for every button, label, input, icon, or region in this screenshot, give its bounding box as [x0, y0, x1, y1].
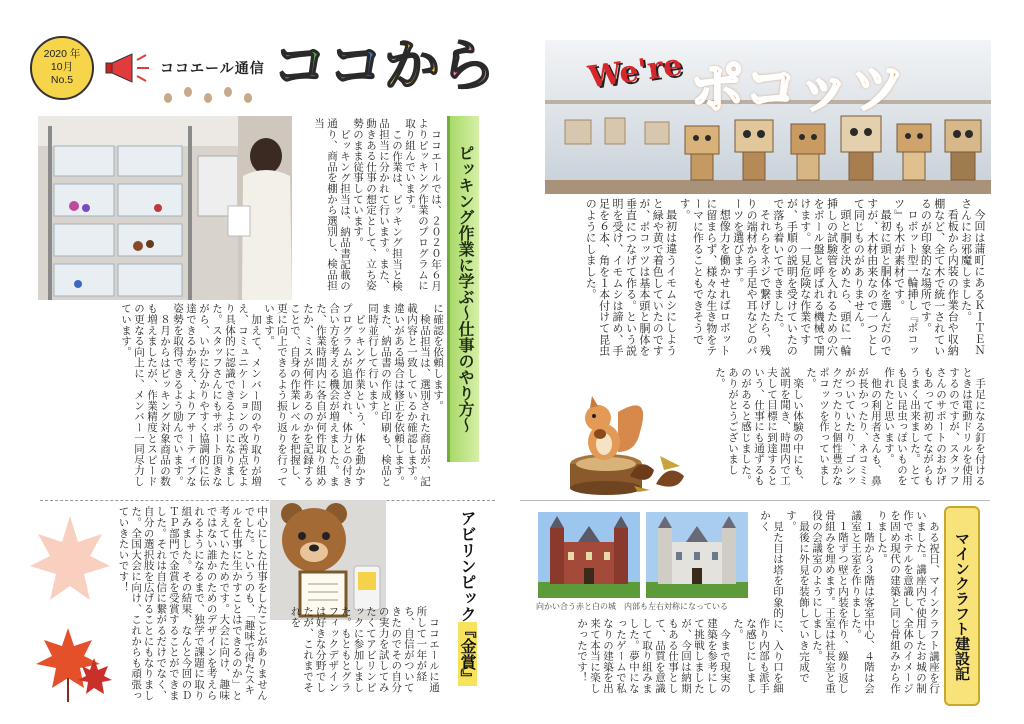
newsletter-name: ココエール通信: [160, 61, 265, 77]
picking-text-upper: [292, 118, 442, 300]
paragraph: 看板から内装の作業台や収納棚など、全て木で統一されているのが印象的な場所です。: [919, 198, 960, 357]
minecraft-white-castle-screenshot: [646, 512, 748, 598]
paragraph: １階ずつ壁と内装を作り、繰り返し骨組みを埋めます。王室は社長室と重役の会議室のようにしました。: [811, 510, 849, 694]
paragraph: 想像力を働かせればロボットに留まらず、様々な生き物をテーマに作ることもできそうです。: [678, 198, 732, 357]
paragraph: ロボット型一輪挿し『ポコッツ』も木が素材です。: [892, 198, 919, 356]
issue-number: No.5: [50, 74, 74, 86]
abilympics-heading-award: 『金賞』: [458, 622, 477, 686]
paragraph: ８月からはピッキング対象商品の数も増えましたが、作業精度とスピードの更なる向上に、メンバー一同尽力しています。: [120, 303, 171, 487]
pokotts-title-ja: ポコッツ: [690, 57, 905, 120]
award-photo: [270, 500, 386, 620]
paragraph: 作り内部も派手な感じにしました。: [732, 618, 770, 694]
paragraph: ある祝日、マインクラフト講座を行いました。講座内で使用したお城の制作でホテルを意識し、全体のイメージを固め現代の建築と同じ骨組みから作りました。: [876, 510, 940, 694]
minecraft-caption: 向かい合う赤と白の城 内部も左右対称になっている: [536, 602, 728, 611]
paragraph: 今まで現実の建築を参考にして挑戦しましたが、今回は納期もある仕事として、品質を意識して取り組みました。夢中になったゲームで私なりの建築を出来て本当に楽しかったです！: [576, 618, 731, 694]
paragraph: ココエールに通所して一年が経ち、自信がついてきたのでその自分の実力を試してみたくてアビリンピックに参加しました。もともとグラフィックデザインは好きな分野でしたが、これまでそれを: [289, 606, 440, 693]
paragraph: 見た目は塔を印象的に、入り口を細かく: [759, 510, 784, 694]
paragraph: 検品担当は、選別された商品が、記載内容と一致しているか確認します。違いがある場合は修正を依頼します。また、納品書の作成と印刷も、検品と同時並行して行います。: [367, 303, 431, 487]
title-letter: か: [384, 34, 440, 99]
pokotts-text-upper: [532, 198, 986, 364]
paragraph: 他の利用者さんも、鼻が長かったり、ネコミミがついていたり、ゴシックだったりと個性豊かなポコッツを作っていました。: [805, 367, 882, 486]
abilympics-heading-title: アビリンピック: [458, 510, 477, 622]
paragraph: 頭と胴を決めたら、頭に一輪挿しの試験管を入れるための穴をボール盤と呼ばれる機械で開けます。一見危険な作業ですが、手順の説明を受けていたので落ち着いてできました。: [771, 198, 852, 357]
minecraft-red-castle-screenshot: [538, 512, 640, 598]
paragraph: に確認を依頼します。: [432, 303, 444, 411]
picking-text-lower: [80, 303, 444, 497]
maple-leaf-icon: [28, 508, 112, 704]
paragraph: 加えて、メンバー間のやり取りが増え、コミュニケーションの改善点をより具体的に認識できるようになりました。スタッフさんにもサポート頂きながら、いかに分かりやすく協調的に伝達できるか考え、よりアサーティブな姿勢を取得できるよう励んでいます。: [172, 303, 262, 487]
paragraph: １階から３階は客室中心、４階は会議室と王室を作りました。: [850, 510, 875, 694]
paragraph: 中心にした仕事をしたことがありませんでした。というのも、「趣味で得たスキルを仕事に生かすことはできるのか」と考えていたためです。大会に向け、趣味ではない誰かのためのデザインを考えられるようになるまで、独学で課題に取り組みました。その結果、なんと今回のＤＴＰ部門で金賞を受賞することができました。それは自信に繋がるだけでなく、自分の選択肢を広げることにもなりました。全国大会に向け、これからも頑張っていきたいです！: [117, 506, 268, 701]
title-letter: コ: [328, 34, 384, 99]
picking-heading: ピッキング作業に学ぶ～仕事のやり方～: [447, 116, 479, 462]
footprint-icon: [160, 84, 270, 106]
paragraph: 楽しい体験の中にも、説明を聞き、時間内で工夫して目標に到達するという、仕事にも通ずるものがあると感じました。ありがとうございました。: [714, 367, 804, 486]
pokotts-text-lower: [700, 367, 986, 495]
paragraph: ピッキング担当は、納品書記載の通り、商品を棚から選別し、検品担当: [313, 118, 351, 291]
title-letter: ら: [440, 34, 496, 99]
title-letter: コ: [272, 34, 328, 99]
picking-photo: [38, 116, 292, 300]
chestnut-icon: [620, 446, 694, 494]
paragraph: この作業は、ピッキング担当と検品担当に分かれて行います。また、動きある仕事の想定として、立ち姿勢のまま従事しています。: [352, 118, 403, 291]
paragraph: ココエールでは、２０２０年６月よりピッキング作業のプログラムに取り組んでいます。: [404, 118, 442, 291]
pokotts-title-en: We're: [586, 47, 685, 96]
abilympics-heading: [445, 510, 485, 704]
section-divider: [40, 500, 495, 501]
section-divider: [520, 500, 990, 501]
paragraph: ピッキング作業という、体を動かすプログラムが追加され、体力との付き合い方を考える機会が増えました。また、作業時間内に各自が何件取り組めたか、ミスが何件あるのかを記録することで、自身の作業レベルを把握し、更に向上できるよう振り返りを行っています。: [263, 303, 366, 487]
paragraph: 最後に外見を装飾していき完成です。: [785, 510, 810, 683]
minecraft-text-lower: [538, 618, 770, 704]
paragraph: それらをネジで繋げたら、残りの端材から手足や耳などのパーツを選びます。: [731, 198, 772, 357]
abilympics-text-lower: [108, 506, 268, 702]
issue-year: 2020 年: [43, 48, 81, 60]
newsletter-title: [272, 32, 496, 102]
issue-month: 10月: [50, 61, 74, 73]
paragraph: 今回は蒲町にあるＫＩＴＥＮさんにお邪魔しました。: [959, 198, 986, 356]
paragraph: 手足になる釘を付けるときは電動ドリルを使用するのですが、スタッフさんのサポートのおかげもあって初めてながらもうまく出来ました。とても良い昆虫っぽいものを作れたと思います。: [883, 367, 986, 486]
paragraph: 最初は違うイモムシにしようと緑や黄で着色していたのですが、ポコッツは基本頭と胴体を垂直につなげて作る。という説明を受け、イモムシは諦め、手足を６本、角を１本付けて昆虫のようにしました。: [584, 198, 678, 357]
megaphone-icon: [104, 50, 158, 86]
minecraft-text-upper: [759, 510, 940, 702]
paragraph: 最初に頭と胴体を選んだのですが、木材由来なので一つとして同じものがありません。: [852, 198, 893, 357]
issue-badge: [30, 36, 94, 100]
minecraft-heading: マインクラフト建設記: [944, 506, 980, 706]
abilympics-text-upper: [272, 606, 440, 702]
